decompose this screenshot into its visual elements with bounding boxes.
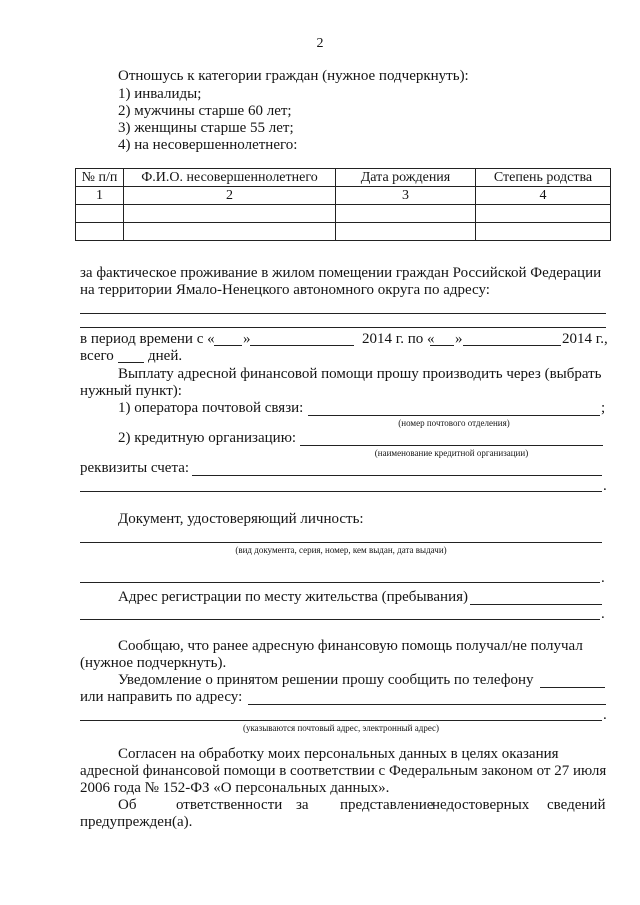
residence-line-2: на территории Ямало-Ненецкого автономного округа по адресу: (80, 282, 490, 298)
responsibility-word-2: ответственности (176, 797, 283, 813)
previous-line-1: Сообщаю, что ранее адресную финансовую помощь получал/не получал (118, 638, 583, 654)
registration-end: . (601, 606, 605, 622)
payment-option-post-end: ; (601, 400, 606, 416)
period-quote-close-2: » (455, 331, 463, 347)
notify-caption: (указываются почтовый адрес, электронный адрес) (242, 723, 440, 733)
registration-field-1[interactable] (470, 604, 602, 605)
notify-line-2: или направить по адресу: (80, 689, 243, 705)
registration-label: Адрес регистрации по месту жительства (пребывания) (118, 589, 469, 605)
identity-end: . (601, 570, 605, 586)
period-to-month-field[interactable] (463, 345, 561, 346)
period-from-prefix: в период времени с « (80, 331, 215, 347)
period-days-label: дней. (148, 348, 183, 364)
identity-label: Документ, удостоверяющий личность: (118, 511, 364, 527)
page-number: 2 (316, 36, 324, 51)
period-to-day-field[interactable] (430, 345, 454, 346)
payment-option-post: 1) оператора почтовой связи: (118, 400, 304, 416)
account-field-1[interactable] (192, 475, 602, 476)
category-item-2: 2) мужчины старше 60 лет; (118, 103, 292, 119)
identity-field-1[interactable] (80, 542, 602, 543)
table-header-row (76, 169, 611, 187)
previous-line-2: (нужное подчеркнуть). (80, 655, 227, 671)
responsibility-word-6: сведений (547, 797, 606, 813)
period-year-from: 2014 г. по « (362, 331, 435, 347)
post-office-field[interactable] (308, 415, 600, 416)
responsibility-word-4: представление (340, 797, 434, 813)
notify-address-field-2[interactable] (80, 720, 602, 721)
responsibility-word-5: недостоверных (432, 797, 530, 813)
identity-field-2[interactable] (80, 582, 600, 583)
period-total-prefix: всего (80, 348, 114, 364)
table-row[interactable] (76, 205, 611, 223)
col-number-1: 1 (76, 187, 124, 205)
category-heading: Отношусь к категории граждан (нужное подчеркнуть): (118, 68, 469, 84)
residence-line-1: за фактическое проживание в жилом помещении граждан Российской Федерации (80, 265, 602, 281)
col-number-3: 3 (336, 187, 476, 205)
account-label: реквизиты счета: (80, 460, 190, 476)
minors-table (75, 168, 611, 241)
payment-option-bank: 2) кредитную организацию: (118, 430, 297, 446)
address-line-2[interactable] (80, 327, 606, 328)
category-item-3: 3) женщины старше 55 лет; (118, 120, 294, 136)
header-name: Ф.И.О. несовершеннолетнего (124, 169, 336, 187)
notify-address-field-1[interactable] (248, 704, 606, 705)
responsibility-word-1: Об (118, 797, 137, 813)
consent-line-2: адресной финансовой помощи в соответствии с Федеральным законом от 27 июля (80, 763, 607, 779)
notify-end: . (603, 707, 607, 723)
period-from-month-field[interactable] (250, 345, 354, 346)
account-field-2[interactable] (80, 491, 602, 492)
period-quote-close-1: » (243, 331, 251, 347)
consent-line-3: 2006 года № 152-ФЗ «О персональных данных». (80, 780, 390, 796)
address-line-1[interactable] (80, 313, 606, 314)
responsibility-line-2: предупрежден(а). (80, 814, 193, 830)
period-year-to: 2014 г., (562, 331, 608, 347)
table-row[interactable] (76, 223, 611, 241)
period-days-field[interactable] (118, 362, 144, 363)
payment-line-1: Выплату адресной финансовой помощи прошу производить через (выбрать (118, 366, 602, 382)
identity-caption: (вид документа, серия, номер, кем выдан, дата выдачи) (235, 545, 447, 555)
post-office-caption: (номер почтового отделения) (398, 418, 510, 428)
bank-name-caption: (наименование кредитной организации) (374, 448, 529, 458)
col-number-2: 2 (124, 187, 336, 205)
header-relation: Степень родства (476, 169, 611, 187)
registration-field-2[interactable] (80, 619, 600, 620)
header-num: № п/п (76, 169, 124, 187)
bank-name-field[interactable] (300, 445, 603, 446)
payment-line-2: нужный пункт): (80, 383, 182, 399)
account-end: . (603, 478, 607, 494)
notify-line-1: Уведомление о принятом решении прошу сообщить по телефону (118, 672, 534, 688)
table-row (76, 187, 611, 205)
responsibility-word-3: за (296, 797, 309, 813)
consent-line-1: Согласен на обработку моих персональных данных в целях оказания (118, 746, 559, 762)
phone-field[interactable] (540, 687, 605, 688)
col-number-4: 4 (476, 187, 611, 205)
header-birthdate: Дата рождения (336, 169, 476, 187)
category-item-1: 1) инвалиды; (118, 86, 202, 102)
category-item-4: 4) на несовершеннолетнего: (118, 137, 298, 153)
period-from-day-field[interactable] (214, 345, 242, 346)
